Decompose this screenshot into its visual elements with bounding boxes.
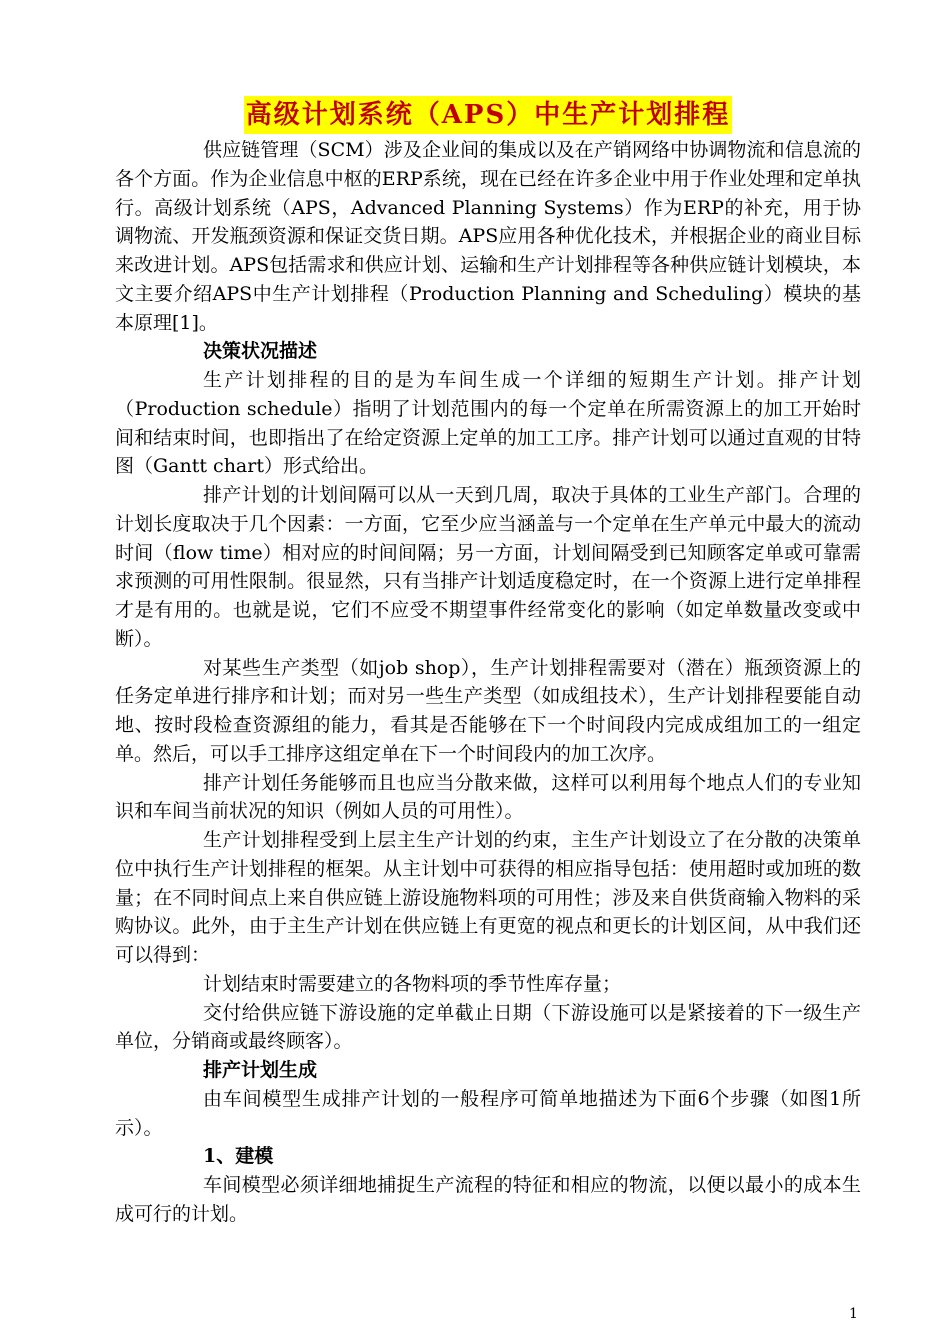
paragraph: 排产计划任务能够而且也应当分散来做，这样可以利用每个地点人们的专业知识和车间当前状况的知识（例如人员的可用性）。 [115,771,861,823]
document-title: 高级计划系统（APS）中生产计划排程 [244,96,733,134]
paragraph: 生产计划排程受到上层主生产计划的约束，主生产计划设立了在分散的决策单位中执行生产计划排程的框架。从主计划中可获得的相应指导包括：使用超时或加班的数量；在不同时间点上来自供应链上游设施物料项的可用性；涉及来自供货商输入物料的采购协议。此外，由于主生产计划在供应链上有更宽的视点和更长的计划区间，从中我们还可以得到： [115,829,861,966]
document-body [115,96,861,1229]
section-heading-schedule: 排产计划生成 [203,1059,318,1081]
title-row [115,96,861,136]
paragraph: 计划结束时需要建立的各物料项的季节性库存量； [203,972,622,995]
section-heading-modeling: 1、建模 [203,1145,274,1168]
paragraph: 车间模型必须详细地捕捉生产流程的特征和相应的物流，以便以最小的成本生成可行的计划。 [115,1174,861,1225]
section-heading-decision: 决策状况描述 [203,340,318,363]
paragraph-intro: 供应链管理（SCM）涉及企业间的集成以及在产销网络中协调物流和信息流的各个方面。作为企业信息中枢的ERP系统，现在已经在许多企业中用于作业处理和定单执行。高级计划系统（APS，Advanced Planning Systems）作为ERP的补充，用于协调物流、开发瓶颈资源和保证交货日期。APS应用各种优化技术，并根据企业的商业目标来改进计划。APS包括需求和供应计划、运输和生产计划排程等各种供应链计划模块，本文主要介绍APS中生产计划排程（Production Planning and Scheduling）模块的基本原理[1]。 [115,139,861,334]
page-number: 1 [849,1306,858,1322]
paragraph: 排产计划的计划间隔可以从一天到几周，取决于具体的工业生产部门。合理的计划长度取决于几个因素：一方面，它至少应当涵盖与一个定单在生产单元中最大的流动时间（flow time）相对应的时间间隔；另一方面，计划间隔受到已知顾客定单或可靠需求预测的可用性限制。很显然，只有当排产计划适度稳定时，在一个资源上进行定单排程才是有用的。也就是说，它们不应受不期望事件经常变化的影响（如定单数量改变或中断）。 [115,484,861,650]
paragraph: 生产计划排程的目的是为车间生成一个详细的短期生产计划。排产计划（Production schedule）指明了计划范围内的每一个定单在所需资源上的加工开始时间和结束时间，也即指出了在给定资源上定单的加工工序。排产计划可以通过直观的甘特图（Gantt chart）形式给出。 [115,369,861,478]
paragraph: 对某些生产类型（如job shop），生产计划排程需要对（潜在）瓶颈资源上的任务定单进行排序和计划；而对另一些生产类型（如成组技术），生产计划排程要能自动地、按时段检查资源组的能力，看其是否能够在下一个时间段内完成成组加工的一组定单。然后，可以手工排序这组定单在下一个时间段内的加工次序。 [115,656,861,765]
paragraph: 由车间模型生成排产计划的一般程序可简单地描述为下面6个步骤（如图1所示）。 [115,1087,861,1139]
paragraph: 交付给供应链下游设施的定单截止日期（下游设施可以是紧接着的下一级生产单位，分销商或最终顾客）。 [115,1001,861,1053]
